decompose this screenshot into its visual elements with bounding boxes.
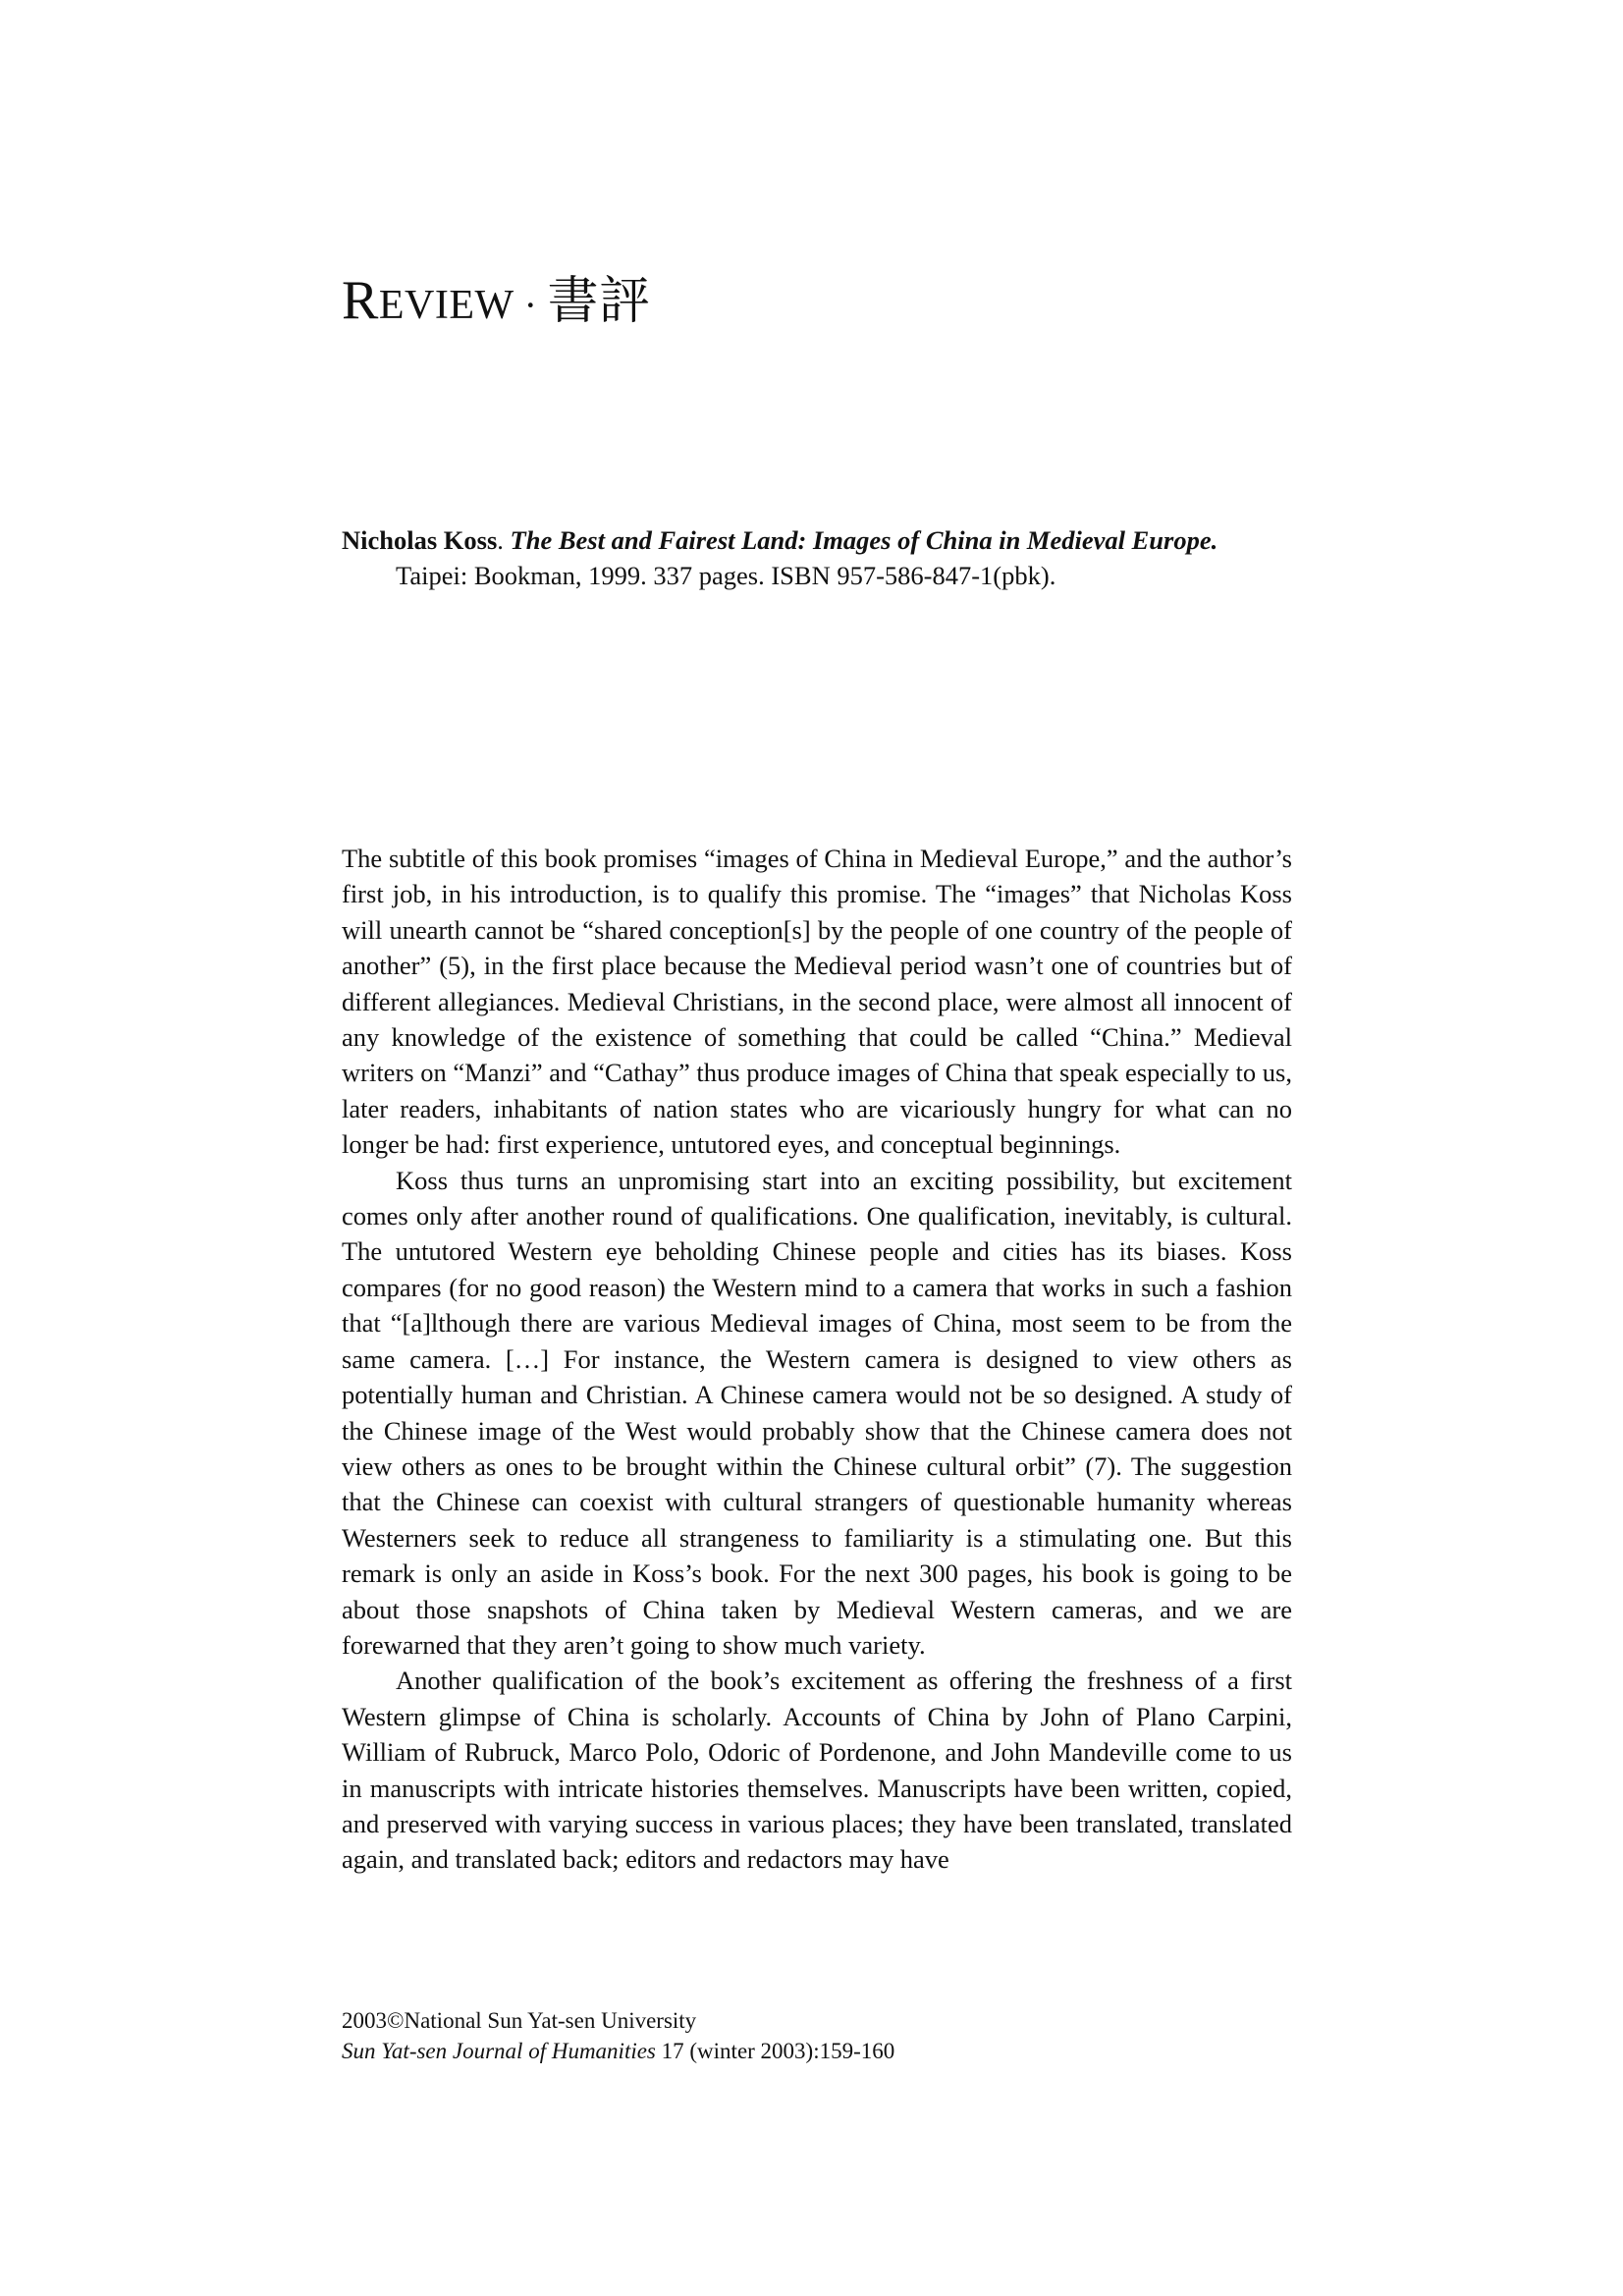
paragraph-1: The subtitle of this book promises “images of China in Medieval Europe,” and the author’s first job, in his introduction, is to qualify this promise. The “images” that Nicholas Koss will unearth cannot be “shared conception[s] by the people of one country of the people of another” (5), in the first place because the Medieval period wasn’t one of countries but of different allegiances. Medieval Christians, in the second place, were almost all innocent of any knowledge of the existence of something that could be called “China.” Medieval writers on “Manzi” and “Cathay” thus produce images of China that speak especially to us, later readers, inhabitants of nation states who are vicariously hungry for what can no longer be had: first experience, untutored eyes, and conceptual beginnings.: [342, 844, 1292, 1160]
citation-author: Nicholas Koss: [342, 525, 498, 555]
paragraph-3: Another qualification of the book’s excitement as offering the freshness of a first Western glimpse of China is scholarly. Accounts of China by John of Plano Carpini, William of Rubruck, Marco Polo, Odoric of Pordenone, and John Mandeville come to us in manuscripts with intricate histories themselves. Manuscripts have been written, copied, and preserved with varying success in various places; they have been translated, translated again, and translated back; editors and redactors may have: [342, 1666, 1292, 1875]
page-heading: [342, 270, 651, 331]
footer-issue: 17 (winter 2003):159-160: [655, 2039, 895, 2063]
citation-book-title: The Best and Fairest Land: Images of China in Medieval Europe.: [510, 525, 1218, 555]
heading-rest: EVIEW: [378, 283, 514, 328]
footer-journal-name: Sun Yat-sen Journal of Humanities: [342, 2039, 656, 2063]
paragraph-2: Koss thus turns an unpromising start into an exciting possibility, but excitement comes only after another round of qualifications. One qualification, inevitably, is cultural. The untutored Western eye beholding Chinese people and cities has its biases. Koss compares (for no good reason) the Western mind to a camera that works in such a fashion that “[a]lthough there are various Medieval images of China, most seem to be from the same camera. […] For instance, the Western camera is designed to view others as potentially human and Christian. A Chinese camera would not be so designed. A study of the Chinese image of the West would probably show that the Chinese camera does not view others as ones to be brought within the Chinese cultural orbit” (7). The suggestion that the Chinese can coexist with cultural strangers of questionable humanity whereas Westerners seek to reduce all strangeness to familiarity is a stimulating one. But this remark is only an aside in Koss’s book. For the next 300 pages, his book is going to be about those snapshots of China taken by Medieval Western cameras, and we are forewarned that they aren’t going to show much variety.: [342, 1165, 1292, 1660]
citation-publication: Taipei: Bookman, 1999. 337 pages. ISBN 957-586-847-1(pbk).: [396, 561, 1056, 590]
heading-separator: ·: [523, 283, 538, 327]
heading-initial: R: [342, 270, 379, 331]
citation-punct: .: [497, 525, 511, 555]
heading-chinese: 書評: [547, 272, 651, 331]
footer-copyright: 2003©National Sun Yat-sen University: [342, 2008, 697, 2033]
book-citation: [342, 522, 1299, 593]
page-footer: [342, 2005, 894, 2066]
review-body: [342, 841, 1292, 1878]
footer-journal-line: [342, 2036, 894, 2066]
